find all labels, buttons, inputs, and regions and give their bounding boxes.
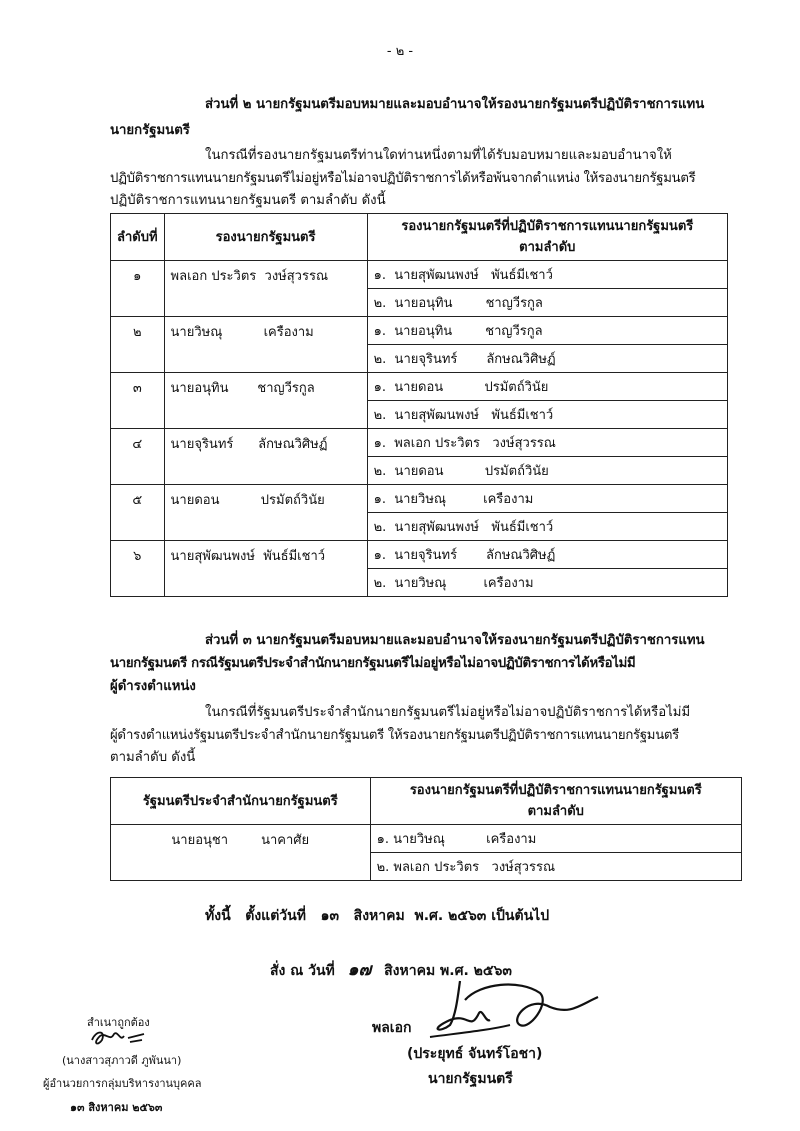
- table-header-row: [111, 778, 742, 825]
- certified-date: ๑๓ สิงหาคม ๒๕๖๓: [70, 1101, 163, 1114]
- deputy-order-table: [110, 213, 728, 597]
- table-row: [111, 825, 742, 853]
- substitute-2: ๒. นายสุพัฒนพงษ์ พันธ์มีเชาว์: [367, 513, 727, 541]
- table-row: [111, 429, 728, 457]
- section2-para-line3: ปฏิบัติราชการแทนนายกรัฐมนตรี ตามลำดับ ดังนี้: [110, 193, 386, 208]
- signatory-rank: พลเอก: [372, 1020, 412, 1036]
- section2-para-line2: ปฏิบัติราชการแทนนายกรัฐมนตรีไม่อยู่หรือไม่อาจปฏิบัติราชการได้หรือพ้นจากตำแหน่ง ให้รองนายกรัฐมนตรี: [110, 171, 696, 186]
- certified-copy-label: สำเนาถูกต้อง: [87, 1016, 150, 1029]
- header-minister: รัฐมนตรีประจำสำนักนายกรัฐมนตรี: [111, 778, 371, 825]
- table-row: [111, 541, 728, 569]
- substitute-1: ๑. นายอนุทิน ชาญวีรกูล: [367, 317, 727, 345]
- page-number: - ๒ -: [386, 44, 414, 59]
- section2-heading-line1: ส่วนที่ ๒ นายกรัฐมนตรีมอบหมายและมอบอำนาจให้รองนายกรัฐมนตรีปฏิบัติราชการแทน: [205, 97, 705, 112]
- certifier-name: (นางสาวสุภาวดี ภูพันนา): [62, 1054, 182, 1067]
- row-number: ๓: [111, 373, 165, 429]
- section2-heading-line2: นายกรัฐมนตรี: [110, 123, 190, 138]
- table-header-row: [111, 214, 728, 261]
- deputy-name: นายสุพัฒนพงษ์ พันธ์มีเชาว์: [164, 541, 367, 597]
- section3-heading-line1: ส่วนที่ ๓ นายกรัฐมนตรีมอบหมายและมอบอำนาจให้รองนายกรัฐมนตรีปฏิบัติราชการแทน: [205, 633, 705, 648]
- row-number: ๑: [111, 261, 165, 317]
- header-order: ลำดับที่: [111, 214, 165, 261]
- substitute-2: ๒. พลเอก ประวิตร วงษ์สุวรรณ: [370, 853, 741, 881]
- deputy-name: นายดอน ปรมัตถ์วินัย: [164, 485, 367, 541]
- deputy-name: นายจุรินทร์ ลักษณวิศิษฏ์: [164, 429, 367, 485]
- section3-para-line2: ผู้ดำรงตำแหน่งรัฐมนตรีประจำสำนักนายกรัฐมนตรี ให้รองนายกรัฐมนตรีปฏิบัติราชการแทนนายกรัฐมนตรี: [110, 728, 679, 743]
- header-deputy: รองนายกรัฐมนตรี: [164, 214, 367, 261]
- deputy-name: นายวิษณุ เครืองาม: [164, 317, 367, 373]
- section3-para-line3: ตามลำดับ ดังนี้: [110, 750, 196, 765]
- certifier-signature-icon: [88, 1026, 148, 1048]
- section3-para-line1: ในกรณีที่รัฐมนตรีประจำสำนักนายกรัฐมนตรีไม่อยู่หรือไม่อาจปฏิบัติราชการได้หรือไม่มี: [205, 705, 691, 720]
- substitute-1: ๑. พลเอก ประวิตร วงษ์สุวรรณ: [367, 429, 727, 457]
- table-row: [111, 317, 728, 345]
- row-number: ๒: [111, 317, 165, 373]
- pm-signature-icon: [420, 975, 600, 1040]
- substitute-2: ๒. นายอนุทิน ชาญวีรกูล: [367, 289, 727, 317]
- table-row: [111, 485, 728, 513]
- substitute-1: ๑. นายดอน ปรมัตถ์วินัย: [367, 373, 727, 401]
- section3-heading-line3: ผู้ดำรงตำแหน่ง: [110, 679, 196, 694]
- substitute-2: ๒. นายวิษณุ เครืองาม: [367, 569, 727, 597]
- header-substitutes: รองนายกรัฐมนตรีที่ปฏิบัติราชการแทนนายกรัฐมนตรี ตามลำดับ: [367, 214, 727, 261]
- section3-heading-line2: นายกรัฐมนตรี กรณีรัฐมนตรีประจำสำนักนายกรัฐมนตรีไม่อยู่หรือไม่อาจปฏิบัติราชการได้หรือไม่มี: [110, 656, 636, 671]
- effective-date: ทั้งนี้ ตั้งแต่วันที่ ๑๓ สิงหาคม พ.ศ. ๒๕๖๓ เป็นต้นไป: [205, 908, 550, 924]
- substitute-1: ๑. นายจุรินทร์ ลักษณวิศิษฏ์: [367, 541, 727, 569]
- minister-name: นายอนุชา นาคาศัย: [111, 825, 371, 881]
- header-substitutes: รองนายกรัฐมนตรีที่ปฏิบัติราชการแทนนายกรัฐมนตรี ตามลำดับ: [370, 778, 741, 825]
- table-row: [111, 261, 728, 289]
- table-row: [111, 373, 728, 401]
- signatory-title: นายกรัฐมนตรี: [428, 1071, 513, 1087]
- substitute-2: ๒. นายดอน ปรมัตถ์วินัย: [367, 457, 727, 485]
- deputy-name: พลเอก ประวิตร วงษ์สุวรรณ: [164, 261, 367, 317]
- substitute-1: ๑. นายวิษณุ เครืองาม: [367, 485, 727, 513]
- ordered-date: สั่ง ณ วันที่ ๑๗ สิงหาคม พ.ศ. ๒๕๖๓: [270, 960, 512, 980]
- substitute-2: ๒. นายจุรินทร์ ลักษณวิศิษฏ์: [367, 345, 727, 373]
- substitute-1: ๑. นายวิษณุ เครืองาม: [370, 825, 741, 853]
- section2-para-line1: ในกรณีที่รองนายกรัฐมนตรีท่านใดท่านหนึ่งตามที่ได้รับมอบหมายและมอบอำนาจให้: [205, 148, 672, 163]
- row-number: ๕: [111, 485, 165, 541]
- row-number: ๖: [111, 541, 165, 597]
- substitute-1: ๑. นายสุพัฒนพงษ์ พันธ์มีเชาว์: [367, 261, 727, 289]
- signatory-name: (ประยุทธ์ จันทร์โอชา): [407, 1046, 543, 1062]
- certifier-position: ผู้อำนวยการกลุ่มบริหารงานบุคคล: [43, 1077, 202, 1090]
- row-number: ๔: [111, 429, 165, 485]
- minister-substitute-table: [110, 777, 742, 881]
- substitute-2: ๒. นายสุพัฒนพงษ์ พันธ์มีเชาว์: [367, 401, 727, 429]
- deputy-name: นายอนุทิน ชาญวีรกูล: [164, 373, 367, 429]
- handwritten-day: ๑๗: [347, 960, 372, 980]
